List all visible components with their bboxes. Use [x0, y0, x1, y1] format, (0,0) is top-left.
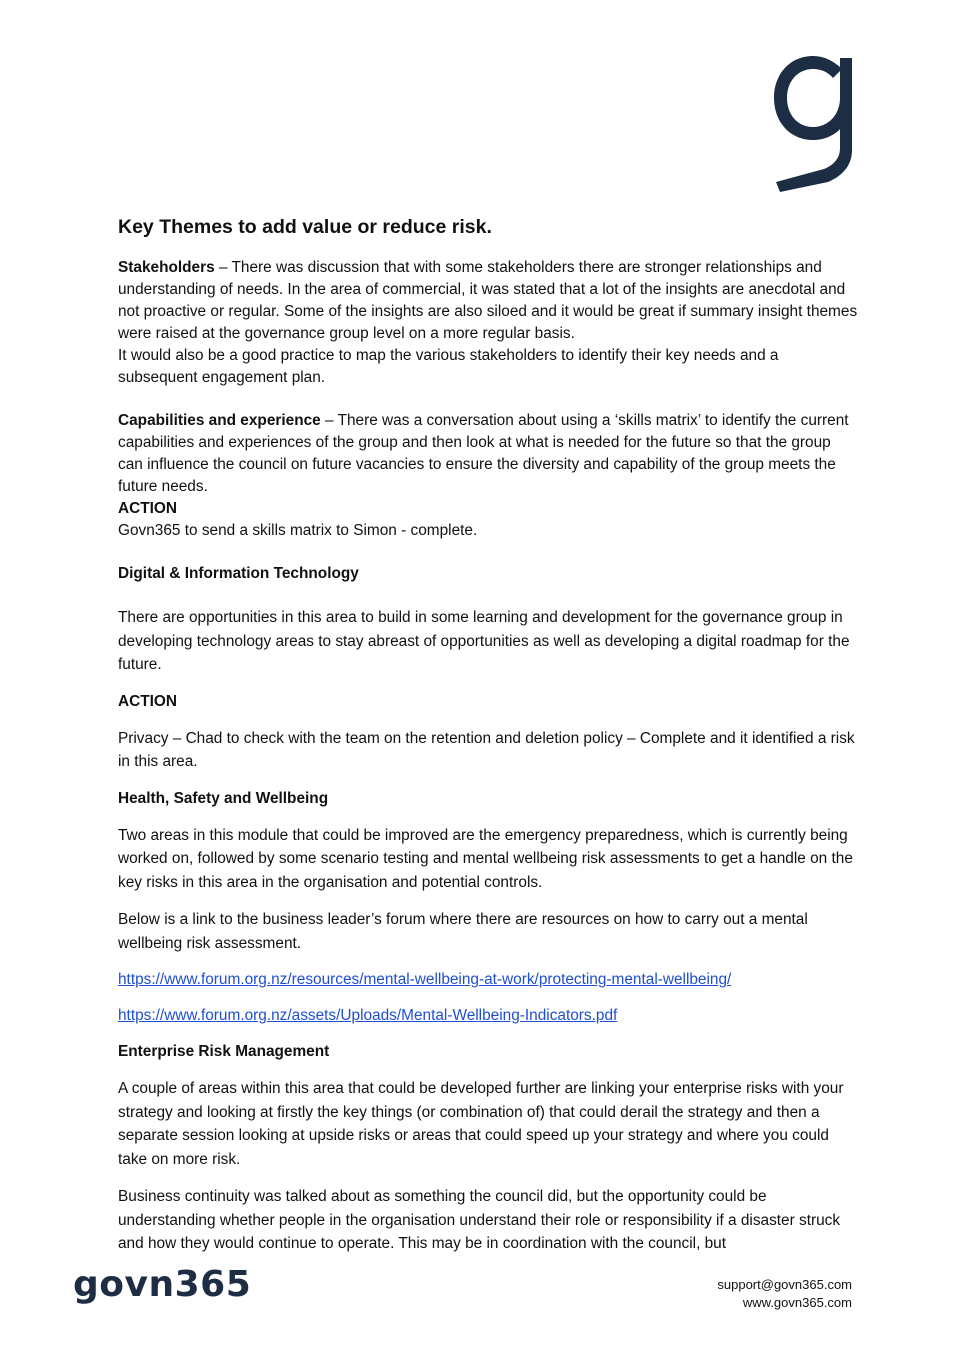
footer-logo: govn365: [73, 1264, 252, 1305]
footer-website: www.govn365.com: [742, 1295, 852, 1310]
digital-paragraph: There are opportunities in this area to build in some learning and development for the governance group in developing technology areas to stay abreast of opportunities as well as developing a digital roadmap for the future.: [118, 609, 850, 673]
health-paragraph: Two areas in this module that could be improved are the emergency preparedness, which is currently being worked on, followed by some scenario testing and mental wellbeing risk assessments to get a handle on the key risks in this area in the organisation and potential controls.: [118, 826, 853, 891]
capabilities-text: – There was a conversation about using a ‘skills matrix’ to identify the current capabilities and experiences of the group and then look at what is needed for the future so that the group can influence the council on future vacancies to ensure the diversity and capability of the group meets the future needs.: [118, 412, 849, 495]
footer-email: support@govn365.com: [717, 1277, 852, 1292]
forum-link-protecting-wellbeing[interactable]: https://www.forum.org.nz/resources/mental-wellbeing-at-work/protecting-mental-wellbeing/: [118, 971, 732, 988]
govn365-g-logo: [770, 52, 856, 194]
digital-action-label: ACTION: [118, 692, 177, 710]
forum-link-wellbeing-indicators[interactable]: https://www.forum.org.nz/assets/Uploads/Mental-Wellbeing-Indicators.pdf: [118, 1007, 618, 1024]
footer-contact: [717, 1276, 852, 1312]
health-paragraph-2: Below is a link to the business leader’s forum where there are resources on how to carry out a mental wellbeing risk assessment.: [118, 911, 808, 952]
digital-heading: Digital & Information Technology: [118, 565, 359, 582]
stakeholders-heading: Stakeholders: [118, 259, 215, 276]
digital-action-text: Privacy – Chad to check with the team on the retention and deletion policy – Complete and it identified a risk in this area.: [118, 729, 855, 770]
stakeholders-paragraph-2: It would also be a good practice to map the various stakeholders to identify their key needs and a subsequent engagement plan.: [118, 347, 779, 386]
erm-paragraph-2: Business continuity was talked about as something the council did, but the opportunity could be understanding whether people in the organisation understand their role or responsibility if a disaster struck and how they would continue to operate. This may be in coordination with the council, but: [118, 1188, 841, 1252]
stakeholders-paragraph: [118, 257, 858, 345]
capabilities-action-label: ACTION: [118, 500, 177, 517]
capabilities-action-text: Govn365 to send a skills matrix to Simon - complete.: [118, 522, 478, 539]
stakeholders-text: – There was discussion that with some stakeholders there are stronger relationships and understanding of needs. In the area of commercial, it was stated that a lot of the insights are anecdotal and not proactive or regular. Some of the insights are also siloed and it would be great if summary insight themes were raised at the governance group level on a more regular basis.: [118, 259, 858, 342]
erm-paragraph: A couple of areas within this area that could be developed further are linking your enterprise risks with your strategy and looking at firstly the key things (or combination of) that could derail the strategy and then a separate session looking at upside risks or areas that could speed up your strategy and where you could take on more risk.: [118, 1080, 844, 1168]
health-heading: Health, Safety and Wellbeing: [118, 789, 329, 807]
capabilities-heading: Capabilities and experience: [118, 412, 321, 429]
capabilities-paragraph: [118, 410, 858, 498]
document-body: [118, 212, 858, 1256]
page-title: Key Themes to add value or reduce risk.: [118, 216, 492, 238]
erm-heading: Enterprise Risk Management: [118, 1043, 330, 1060]
